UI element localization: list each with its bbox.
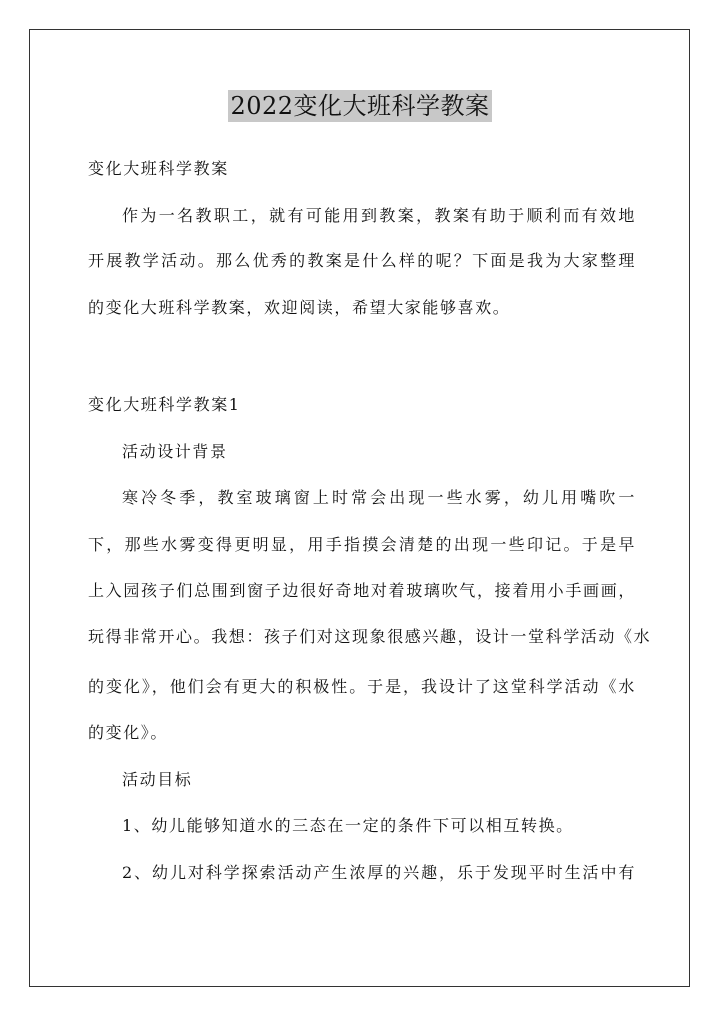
paragraph-line: 下，那些水雾变得更明显，用手指摸会清楚的出现一些印记。于是早 — [88, 535, 636, 554]
list-item: 2、幼儿对科学探索活动产生浓厚的兴趣，乐于发现平时生活中有 — [122, 863, 636, 882]
title-container — [0, 90, 720, 122]
paragraph-line: 寒冷冬季，教室玻璃窗上时常会出现一些水雾，幼儿用嘴吹一 — [122, 488, 636, 507]
list-item: 1、幼儿能够知道水的三态在一定的条件下可以相互转换。 — [122, 816, 574, 835]
paragraph-line: 的变化大班科学教案，欢迎阅读，希望大家能够喜欢。 — [88, 298, 511, 317]
subheading: 活动目标 — [122, 770, 193, 789]
paragraph-line: 作为一名教职工，就有可能用到教案，教案有助于顺利而有效地 — [122, 206, 636, 225]
paragraph-line: 玩得非常开心。我想：孩子们对这现象很感兴趣，设计一堂科学活动《水 — [88, 627, 652, 646]
paragraph-line: 的变化》，他们会有更大的积极性。于是，我设计了这堂科学活动《水 — [88, 677, 636, 696]
paragraph-line: 开展教学活动。那么优秀的教案是什么样的呢？下面是我为大家整理 — [88, 251, 636, 270]
paragraph-line: 的变化》。 — [88, 723, 169, 742]
subheading: 活动设计背景 — [122, 442, 228, 461]
document-title: 2022变化大班科学教案 — [230, 92, 490, 120]
paragraph-line: 上入园孩子们总围到窗子边很好奇地对着玻璃吹气，接着用小手画画， — [88, 581, 636, 600]
section-heading: 变化大班科学教案1 — [88, 395, 241, 414]
section-heading: 变化大班科学教案 — [88, 159, 229, 178]
